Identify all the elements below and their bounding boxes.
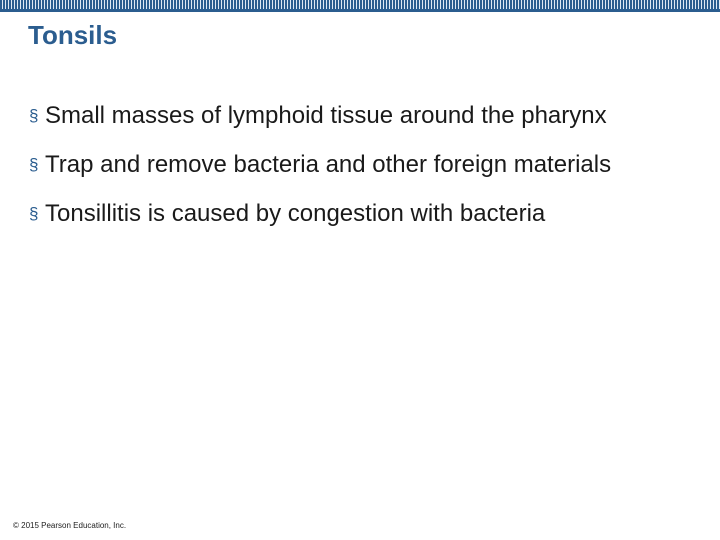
bullet-text: Small masses of lymphoid tissue around the pharynx [45,102,607,129]
bullet-list [28,101,688,229]
bullet-marker-icon: § [29,155,39,174]
bullet-text: Trap and remove bacteria and other foreign materials [45,151,612,178]
bullet-marker-icon: § [29,204,39,223]
bullet-item [28,199,688,229]
slide-title: Tonsils [28,20,118,50]
copyright-footer: © 2015 Pearson Education, Inc. [13,521,127,530]
header-stripe [0,0,720,12]
bullet-item [28,101,688,131]
bullet-marker-icon: § [29,106,39,125]
bullet-item [28,150,688,180]
bullet-text: Tonsillitis is caused by congestion with bacteria [45,200,546,227]
